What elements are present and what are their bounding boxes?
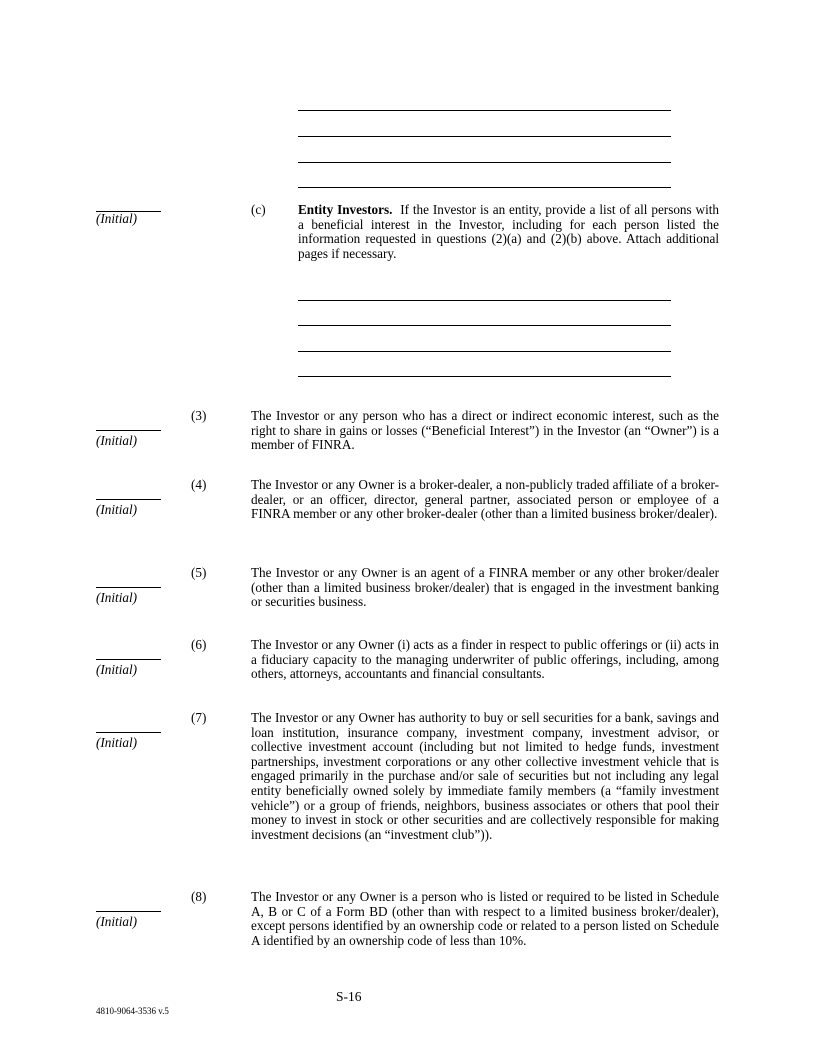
- item-number: (4): [191, 477, 207, 492]
- item-text: The Investor or any Owner is a person who is listed or required to be listed in Schedule A, B or C of a Form BD (other than with respect to a limited business broker/dealer), except persons identified by an ownership code or related to a person listed on Schedule A identified by an ownership code of less than 10%.: [251, 889, 719, 948]
- initial-label: (Initial): [96, 211, 138, 226]
- item-number: (3): [191, 408, 207, 423]
- item-text: The Investor or any person who has a direct or indirect economic interest, such as the right to share in gains or losses (“Beneficial Interest”) in the Investor (an “Owner”) is a member of FINRA.: [251, 408, 719, 453]
- item-paragraph: [298, 203, 719, 261]
- initial-blank[interactable]: [96, 575, 161, 588]
- item-text: If the Investor is an entity, provide a list of all persons with a beneficial interest in the Investor, including for each person listed the information requested in questions (2)(a) and (2)(b) above. Attach additional pages if necessary.: [298, 202, 720, 261]
- initial-blank[interactable]: [96, 899, 161, 912]
- page-number: S-16: [336, 989, 362, 1004]
- initial-label: (Initial): [96, 502, 138, 517]
- initial-blank[interactable]: [96, 720, 161, 733]
- answer-line[interactable]: [298, 148, 671, 163]
- initial-label: (Initial): [96, 914, 138, 929]
- initial-label: (Initial): [96, 735, 138, 750]
- answer-line[interactable]: [298, 122, 671, 137]
- item-text: The Investor or any Owner is an agent of a FINRA member or any other broker/dealer (other than a limited business broker/dealer) that is engaged in the investment banking or securities business.: [251, 565, 719, 610]
- answer-line[interactable]: [298, 362, 671, 377]
- item-heading: Entity Investors.: [298, 202, 393, 217]
- initial-blank[interactable]: [96, 487, 161, 500]
- answer-line[interactable]: [298, 337, 671, 352]
- initial-label: (Initial): [96, 590, 138, 605]
- item-marker: (c): [251, 202, 266, 217]
- item-text: The Investor or any Owner has authority to buy or sell securities for a bank, savings and loan institution, insurance company, investment company, investment advisor, or collective investment account (including but not limited to hedge funds, investment partnerships, investment corporations or any other collective investment vehicle that is engaged primarily in the purchase and/or sale of securities but not including any legal entity beneficially owned solely by immediate family members (a “family investment vehicle”) or a group of friends, neighbors, business associates or others that pool their money to invest in stock or other securities and are collectively responsible for making investment decisions (an “investment club”)).: [251, 710, 719, 842]
- item-number: (5): [191, 565, 207, 580]
- item-number: (8): [191, 889, 207, 904]
- item-text: The Investor or any Owner (i) acts as a finder in respect to public offerings or (ii) acts in a fiduciary capacity to the managing underwriter of public offerings, including, among others, attorneys, accountants and financial consultants.: [251, 637, 719, 682]
- answer-line[interactable]: [298, 96, 671, 111]
- item-number: (7): [191, 710, 207, 725]
- item-number: (6): [191, 637, 207, 652]
- answer-line[interactable]: [298, 173, 671, 188]
- initial-label: (Initial): [96, 433, 138, 448]
- initial-blank[interactable]: [96, 647, 161, 660]
- initial-blank[interactable]: [96, 418, 161, 431]
- item-text: The Investor or any Owner is a broker-dealer, a non-publicly traded affiliate of a broker-dealer, or an officer, director, general partner, associated person or employee of a FINRA member or any other broker-dealer (other than a limited business broker/dealer).: [251, 477, 719, 522]
- answer-line[interactable]: [298, 311, 671, 326]
- answer-line[interactable]: [298, 286, 671, 301]
- document-id: 4810-9064-3536 v.5: [96, 1006, 169, 1016]
- initial-label: (Initial): [96, 662, 138, 677]
